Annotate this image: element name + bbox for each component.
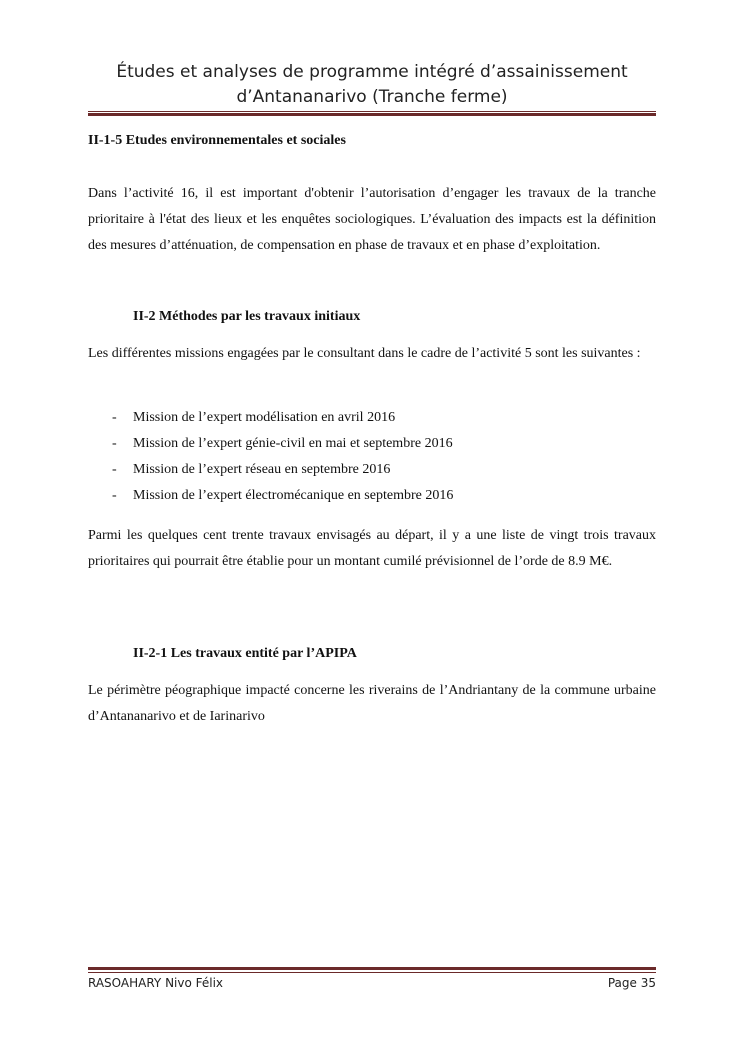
list-item-text: Mission de l’expert électromécanique en septembre 2016: [133, 488, 454, 503]
environmental-paragraph: Dans l’activité 16, il est important d'obtenir l’autorisation d’engager les travaux de la tranche prioritaire à l'état des lieux et les enquêtes sociologiques. L’évaluation des impacts est la définition des mesures d’atténuation, de compensation en phase de travaux et en phase d’exploitation.: [88, 186, 656, 253]
methods-intro-paragraph: Les différentes missions engagées par le consultant dans le cadre de l’activité 5 sont les suivantes :: [88, 346, 641, 361]
missions-list: [88, 405, 656, 509]
section-heading-apipa: II-2-1 Les travaux entité par l’APIPA: [133, 646, 357, 661]
list-item-text: Mission de l’expert génie-civil en mai et septembre 2016: [133, 436, 453, 451]
footer-rule-thick: [88, 967, 656, 970]
section-heading-methods: II-2 Méthodes par les travaux initiaux: [133, 309, 361, 324]
methods-conclusion-paragraph: Parmi les quelques cent trente travaux envisagés au départ, il y a une liste de vingt trois travaux prioritaires qui pourrait être établie pour un montant cumilé prévisionnel de l’orde de 8.9 M€.: [88, 528, 656, 569]
footer-rule-thin: [88, 972, 656, 973]
header-title-line-2: d’Antananarivo (Tranche ferme): [236, 87, 508, 107]
list-item-text: Mission de l’expert modélisation en avril 2016: [133, 410, 396, 425]
header-rule-thick: [88, 113, 656, 116]
list-item-text: Mission de l’expert réseau en septembre 2016: [133, 462, 391, 477]
page-number: Page 35: [607, 976, 656, 990]
header-rule-thin: [88, 111, 656, 112]
page-header: [88, 60, 656, 110]
list-item: - Mission de l’expert électromécanique en septembre 2016: [112, 488, 454, 503]
list-item: - Mission de l’expert réseau en septembre 2016: [112, 462, 391, 477]
section-heading-environmental: II-1-5 Etudes environnementales et sociales: [88, 133, 346, 148]
footer-author: RASOAHARY Nivo Félix: [88, 976, 224, 990]
header-title-line-1: Études et analyses de programme intégré d’assainissement: [116, 62, 628, 82]
list-item: - Mission de l’expert modélisation en avril 2016: [112, 410, 396, 425]
apipa-paragraph: Le périmètre péographique impacté concerne les riverains de l’Andriantany de la commune urbaine d’Antananarivo et de Iarinarivo: [88, 683, 656, 724]
list-item: - Mission de l’expert génie-civil en mai et septembre 2016: [112, 436, 453, 451]
